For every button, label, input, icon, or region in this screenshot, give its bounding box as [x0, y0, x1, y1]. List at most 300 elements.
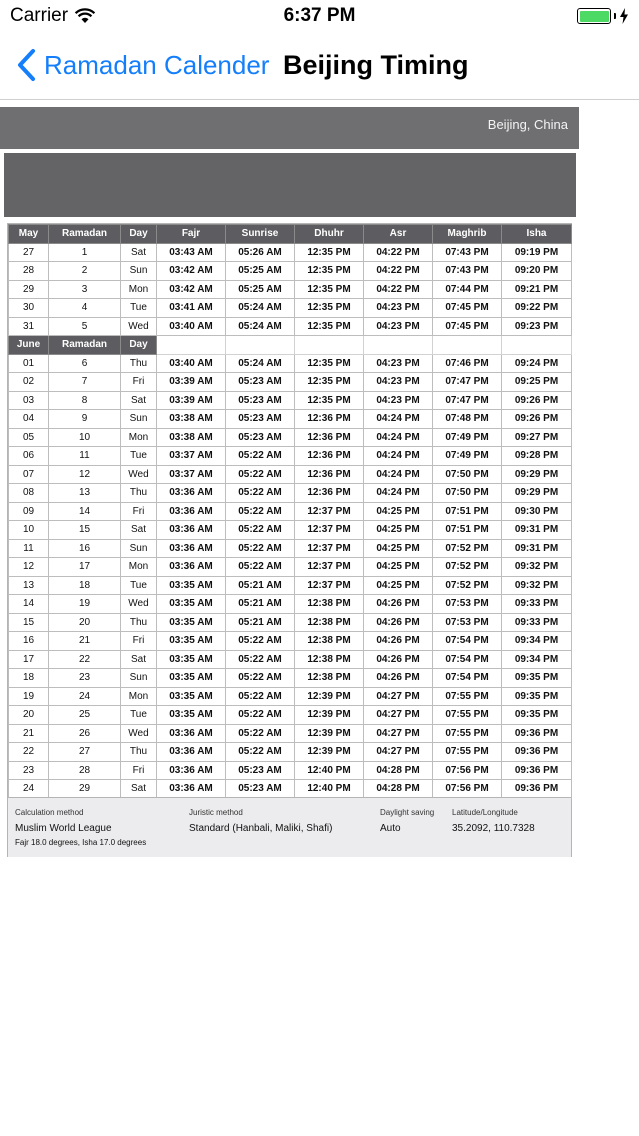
column-header: Ramadan [49, 225, 121, 244]
dhuhr-cell: 12:35 PM [295, 373, 364, 392]
date-cell: 13 [9, 576, 49, 595]
maghrib-cell: 07:50 PM [433, 465, 502, 484]
fajr-cell: 03:35 AM [157, 687, 226, 706]
dhuhr-cell: 12:35 PM [295, 354, 364, 373]
isha-cell: 09:22 PM [502, 299, 572, 318]
maghrib-cell: 07:52 PM [433, 576, 502, 595]
weekday-cell: Tue [121, 447, 157, 466]
sunrise-cell: 05:24 AM [226, 317, 295, 336]
date-cell: 10 [9, 521, 49, 540]
sunrise-cell: 05:22 AM [226, 706, 295, 725]
table-row [9, 354, 572, 373]
date-cell: 19 [9, 687, 49, 706]
ramadan-day-cell: 19 [49, 595, 121, 614]
column-header: Isha [502, 225, 572, 244]
dhuhr-cell: 12:39 PM [295, 687, 364, 706]
asr-cell: 04:28 PM [364, 780, 433, 799]
ramadan-day-cell: 25 [49, 706, 121, 725]
asr-cell: 04:24 PM [364, 428, 433, 447]
date-cell: 14 [9, 595, 49, 614]
ramadan-day-cell: 9 [49, 410, 121, 429]
dhuhr-cell: 12:37 PM [295, 521, 364, 540]
location-header [0, 107, 579, 149]
dhuhr-cell: 12:35 PM [295, 317, 364, 336]
back-button[interactable] [16, 48, 269, 82]
weekday-cell: Thu [121, 613, 157, 632]
date-cell: 16 [9, 632, 49, 651]
ramadan-day-cell: 20 [49, 613, 121, 632]
sunrise-cell: 05:23 AM [226, 428, 295, 447]
dhuhr-cell: 12:35 PM [295, 243, 364, 262]
asr-cell: 04:26 PM [364, 650, 433, 669]
table-row [9, 317, 572, 336]
asr-cell: 04:28 PM [364, 761, 433, 780]
fajr-cell: 03:40 AM [157, 354, 226, 373]
dhuhr-cell: 12:36 PM [295, 410, 364, 429]
ramadan-day-cell: 23 [49, 669, 121, 688]
weekday-cell: Mon [121, 428, 157, 447]
table-row [9, 428, 572, 447]
maghrib-cell: 07:50 PM [433, 484, 502, 503]
weekday-cell: Fri [121, 761, 157, 780]
table-row [9, 669, 572, 688]
status-bar [0, 0, 639, 32]
asr-cell: 04:22 PM [364, 280, 433, 299]
fajr-cell: 03:36 AM [157, 761, 226, 780]
maghrib-cell: 07:46 PM [433, 354, 502, 373]
isha-cell: 09:29 PM [502, 484, 572, 503]
empty-header-cell [226, 336, 295, 355]
timing-table [8, 224, 572, 799]
maghrib-cell: 07:51 PM [433, 502, 502, 521]
fajr-cell: 03:36 AM [157, 558, 226, 577]
date-cell: 05 [9, 428, 49, 447]
isha-cell: 09:34 PM [502, 650, 572, 669]
maghrib-cell: 07:43 PM [433, 243, 502, 262]
column-header: Day [121, 225, 157, 244]
fajr-cell: 03:42 AM [157, 280, 226, 299]
date-cell: 23 [9, 761, 49, 780]
sunrise-cell: 05:22 AM [226, 539, 295, 558]
date-cell: 06 [9, 447, 49, 466]
table-row [9, 650, 572, 669]
ramadan-day-cell: 18 [49, 576, 121, 595]
weekday-cell: Mon [121, 558, 157, 577]
table-row [9, 484, 572, 503]
date-cell: 11 [9, 539, 49, 558]
table-row [9, 243, 572, 262]
table-row [9, 780, 572, 799]
fajr-cell: 03:36 AM [157, 521, 226, 540]
daylight-saving-value: Auto [380, 823, 401, 834]
ramadan-day-cell: 6 [49, 354, 121, 373]
maghrib-cell: 07:45 PM [433, 317, 502, 336]
column-header: Ramadan [49, 336, 121, 355]
sunrise-cell: 05:22 AM [226, 447, 295, 466]
latitude-longitude-label: Latitude/Longitude [452, 808, 518, 817]
ramadan-day-cell: 28 [49, 761, 121, 780]
battery-indicator [577, 8, 629, 24]
sunrise-cell: 05:22 AM [226, 743, 295, 762]
table-row [9, 280, 572, 299]
fajr-cell: 03:41 AM [157, 299, 226, 318]
date-cell: 20 [9, 706, 49, 725]
isha-cell: 09:24 PM [502, 354, 572, 373]
juristic-method-value: Standard (Hanbali, Maliki, Shafi) [189, 823, 333, 834]
fajr-cell: 03:36 AM [157, 743, 226, 762]
sunrise-cell: 05:21 AM [226, 595, 295, 614]
weekday-cell: Thu [121, 484, 157, 503]
column-header: Dhuhr [295, 225, 364, 244]
sunrise-cell: 05:24 AM [226, 354, 295, 373]
table-row [9, 632, 572, 651]
table-row [9, 262, 572, 281]
maghrib-cell: 07:44 PM [433, 280, 502, 299]
asr-cell: 04:27 PM [364, 724, 433, 743]
latitude-longitude-value: 35.2092, 110.7328 [452, 823, 535, 834]
ramadan-day-cell: 3 [49, 280, 121, 299]
calculation-info-footer [8, 797, 571, 857]
maghrib-cell: 07:43 PM [433, 262, 502, 281]
fajr-cell: 03:36 AM [157, 484, 226, 503]
fajr-cell: 03:37 AM [157, 465, 226, 484]
asr-cell: 04:23 PM [364, 391, 433, 410]
asr-cell: 04:23 PM [364, 317, 433, 336]
table-row [9, 299, 572, 318]
sunrise-cell: 05:22 AM [226, 558, 295, 577]
isha-cell: 09:23 PM [502, 317, 572, 336]
location-label: Beijing, China [487, 117, 568, 132]
date-cell: 08 [9, 484, 49, 503]
asr-cell: 04:25 PM [364, 539, 433, 558]
asr-cell: 04:25 PM [364, 576, 433, 595]
isha-cell: 09:25 PM [502, 373, 572, 392]
isha-cell: 09:31 PM [502, 539, 572, 558]
fajr-cell: 03:38 AM [157, 428, 226, 447]
sunrise-cell: 05:26 AM [226, 243, 295, 262]
isha-cell: 09:33 PM [502, 613, 572, 632]
asr-cell: 04:25 PM [364, 558, 433, 577]
sunrise-cell: 05:22 AM [226, 465, 295, 484]
weekday-cell: Thu [121, 354, 157, 373]
weekday-cell: Fri [121, 373, 157, 392]
fajr-cell: 03:36 AM [157, 539, 226, 558]
weekday-cell: Thu [121, 743, 157, 762]
ramadan-calendar-table [7, 223, 572, 857]
maghrib-cell: 07:55 PM [433, 687, 502, 706]
isha-cell: 09:31 PM [502, 521, 572, 540]
dhuhr-cell: 12:37 PM [295, 576, 364, 595]
weekday-cell: Wed [121, 317, 157, 336]
asr-cell: 04:23 PM [364, 354, 433, 373]
battery-icon [577, 8, 611, 24]
empty-header-cell [502, 336, 572, 355]
weekday-cell: Wed [121, 724, 157, 743]
dhuhr-cell: 12:38 PM [295, 595, 364, 614]
isha-cell: 09:28 PM [502, 447, 572, 466]
fajr-cell: 03:39 AM [157, 373, 226, 392]
date-cell: 29 [9, 280, 49, 299]
maghrib-cell: 07:52 PM [433, 539, 502, 558]
ramadan-day-cell: 27 [49, 743, 121, 762]
dhuhr-cell: 12:36 PM [295, 484, 364, 503]
table-row [9, 465, 572, 484]
asr-cell: 04:26 PM [364, 595, 433, 614]
fajr-cell: 03:35 AM [157, 632, 226, 651]
weekday-cell: Sun [121, 410, 157, 429]
weekday-cell: Sat [121, 243, 157, 262]
isha-cell: 09:27 PM [502, 428, 572, 447]
table-row [9, 391, 572, 410]
weekday-cell: Sun [121, 669, 157, 688]
ramadan-day-cell: 13 [49, 484, 121, 503]
date-cell: 03 [9, 391, 49, 410]
ramadan-day-cell: 10 [49, 428, 121, 447]
sunrise-cell: 05:24 AM [226, 299, 295, 318]
dhuhr-cell: 12:39 PM [295, 706, 364, 725]
latitude-longitude [452, 808, 535, 834]
maghrib-cell: 07:55 PM [433, 724, 502, 743]
ramadan-day-cell: 15 [49, 521, 121, 540]
sunrise-cell: 05:23 AM [226, 410, 295, 429]
weekday-cell: Tue [121, 706, 157, 725]
asr-cell: 04:24 PM [364, 410, 433, 429]
dhuhr-cell: 12:39 PM [295, 724, 364, 743]
dhuhr-cell: 12:35 PM [295, 391, 364, 410]
empty-header-cell [364, 336, 433, 355]
ramadan-day-cell: 17 [49, 558, 121, 577]
charging-bolt-icon [619, 8, 629, 24]
isha-cell: 09:20 PM [502, 262, 572, 281]
daylight-saving-label: Daylight saving [380, 808, 435, 817]
sunrise-cell: 05:22 AM [226, 502, 295, 521]
dhuhr-cell: 12:35 PM [295, 299, 364, 318]
asr-cell: 04:22 PM [364, 243, 433, 262]
fajr-cell: 03:36 AM [157, 724, 226, 743]
dhuhr-cell: 12:37 PM [295, 502, 364, 521]
isha-cell: 09:32 PM [502, 576, 572, 595]
fajr-cell: 03:35 AM [157, 650, 226, 669]
isha-cell: 09:26 PM [502, 391, 572, 410]
isha-cell: 09:34 PM [502, 632, 572, 651]
fajr-cell: 03:35 AM [157, 576, 226, 595]
date-cell: 04 [9, 410, 49, 429]
table-row [9, 502, 572, 521]
weekday-cell: Fri [121, 502, 157, 521]
maghrib-cell: 07:49 PM [433, 447, 502, 466]
ramadan-day-cell: 11 [49, 447, 121, 466]
dhuhr-cell: 12:37 PM [295, 558, 364, 577]
table-row [9, 576, 572, 595]
column-header: Fajr [157, 225, 226, 244]
maghrib-cell: 07:47 PM [433, 373, 502, 392]
ramadan-day-cell: 26 [49, 724, 121, 743]
maghrib-cell: 07:54 PM [433, 632, 502, 651]
dhuhr-cell: 12:36 PM [295, 428, 364, 447]
calculation-method-value: Muslim World League [15, 823, 112, 834]
fajr-cell: 03:38 AM [157, 410, 226, 429]
back-button-label: Ramadan Calender [44, 49, 270, 80]
dhuhr-cell: 12:38 PM [295, 632, 364, 651]
ramadan-day-cell: 14 [49, 502, 121, 521]
sunrise-cell: 05:22 AM [226, 632, 295, 651]
dhuhr-cell: 12:38 PM [295, 669, 364, 688]
isha-cell: 09:30 PM [502, 502, 572, 521]
maghrib-cell: 07:56 PM [433, 761, 502, 780]
dhuhr-cell: 12:37 PM [295, 539, 364, 558]
weekday-cell: Sat [121, 780, 157, 799]
maghrib-cell: 07:48 PM [433, 410, 502, 429]
column-header: Sunrise [226, 225, 295, 244]
isha-cell: 09:36 PM [502, 780, 572, 799]
asr-cell: 04:23 PM [364, 299, 433, 318]
table-row [9, 410, 572, 429]
dhuhr-cell: 12:35 PM [295, 262, 364, 281]
date-cell: 15 [9, 613, 49, 632]
table-row [9, 687, 572, 706]
sunrise-cell: 05:22 AM [226, 650, 295, 669]
sunrise-cell: 05:23 AM [226, 373, 295, 392]
isha-cell: 09:26 PM [502, 410, 572, 429]
weekday-cell: Sun [121, 262, 157, 281]
isha-cell: 09:29 PM [502, 465, 572, 484]
sunrise-cell: 05:22 AM [226, 669, 295, 688]
may-header-row [9, 225, 572, 244]
ramadan-day-cell: 12 [49, 465, 121, 484]
maghrib-cell: 07:52 PM [433, 558, 502, 577]
ramadan-day-cell: 21 [49, 632, 121, 651]
juristic-method-label: Juristic method [189, 808, 243, 817]
asr-cell: 04:23 PM [364, 373, 433, 392]
isha-cell: 09:36 PM [502, 761, 572, 780]
maghrib-cell: 07:45 PM [433, 299, 502, 318]
calculation-method-note: Fajr 18.0 degrees, Isha 17.0 degrees [15, 838, 147, 847]
sunrise-cell: 05:23 AM [226, 761, 295, 780]
sunrise-cell: 05:23 AM [226, 780, 295, 799]
juristic-method [189, 808, 332, 834]
maghrib-cell: 07:51 PM [433, 521, 502, 540]
calculation-method-label: Calculation method [15, 808, 84, 817]
maghrib-cell: 07:55 PM [433, 706, 502, 725]
table-row [9, 558, 572, 577]
asr-cell: 04:24 PM [364, 484, 433, 503]
sunrise-cell: 05:23 AM [226, 391, 295, 410]
dhuhr-cell: 12:39 PM [295, 743, 364, 762]
daylight-saving [380, 808, 434, 834]
fajr-cell: 03:36 AM [157, 780, 226, 799]
fajr-cell: 03:35 AM [157, 595, 226, 614]
banner-area [4, 153, 576, 217]
chevron-left-icon [16, 48, 36, 82]
fajr-cell: 03:43 AM [157, 243, 226, 262]
weekday-cell: Fri [121, 632, 157, 651]
sunrise-cell: 05:21 AM [226, 613, 295, 632]
date-cell: 30 [9, 299, 49, 318]
ramadan-day-cell: 8 [49, 391, 121, 410]
date-cell: 12 [9, 558, 49, 577]
calculation-method [15, 808, 146, 847]
fajr-cell: 03:42 AM [157, 262, 226, 281]
table-row [9, 613, 572, 632]
ramadan-day-cell: 1 [49, 243, 121, 262]
date-cell: 07 [9, 465, 49, 484]
column-header: Day [121, 336, 157, 355]
asr-cell: 04:26 PM [364, 613, 433, 632]
ramadan-day-cell: 7 [49, 373, 121, 392]
weekday-cell: Tue [121, 576, 157, 595]
date-cell: 28 [9, 262, 49, 281]
table-row [9, 521, 572, 540]
asr-cell: 04:27 PM [364, 706, 433, 725]
asr-cell: 04:27 PM [364, 743, 433, 762]
navigation-bar [0, 32, 639, 100]
isha-cell: 09:19 PM [502, 243, 572, 262]
table-row [9, 539, 572, 558]
column-header: Asr [364, 225, 433, 244]
sunrise-cell: 05:22 AM [226, 521, 295, 540]
table-row [9, 447, 572, 466]
isha-cell: 09:21 PM [502, 280, 572, 299]
isha-cell: 09:36 PM [502, 743, 572, 762]
asr-cell: 04:25 PM [364, 502, 433, 521]
isha-cell: 09:32 PM [502, 558, 572, 577]
table-row [9, 706, 572, 725]
dhuhr-cell: 12:38 PM [295, 613, 364, 632]
weekday-cell: Sun [121, 539, 157, 558]
sunrise-cell: 05:22 AM [226, 687, 295, 706]
maghrib-cell: 07:54 PM [433, 669, 502, 688]
empty-header-cell [157, 336, 226, 355]
ramadan-day-cell: 16 [49, 539, 121, 558]
column-header: May [9, 225, 49, 244]
weekday-cell: Mon [121, 280, 157, 299]
dhuhr-cell: 12:40 PM [295, 761, 364, 780]
weekday-cell: Sat [121, 391, 157, 410]
ramadan-day-cell: 24 [49, 687, 121, 706]
sunrise-cell: 05:25 AM [226, 262, 295, 281]
fajr-cell: 03:35 AM [157, 669, 226, 688]
dhuhr-cell: 12:40 PM [295, 780, 364, 799]
fajr-cell: 03:40 AM [157, 317, 226, 336]
date-cell: 01 [9, 354, 49, 373]
sunrise-cell: 05:25 AM [226, 280, 295, 299]
isha-cell: 09:36 PM [502, 724, 572, 743]
maghrib-cell: 07:56 PM [433, 780, 502, 799]
maghrib-cell: 07:55 PM [433, 743, 502, 762]
maghrib-cell: 07:54 PM [433, 650, 502, 669]
dhuhr-cell: 12:36 PM [295, 465, 364, 484]
empty-header-cell [433, 336, 502, 355]
table-row [9, 761, 572, 780]
maghrib-cell: 07:53 PM [433, 613, 502, 632]
status-time: 6:37 PM [283, 5, 356, 26]
ramadan-day-cell: 4 [49, 299, 121, 318]
column-header: June [9, 336, 49, 355]
empty-header-cell [295, 336, 364, 355]
fajr-cell: 03:39 AM [157, 391, 226, 410]
isha-cell: 09:35 PM [502, 687, 572, 706]
table-row [9, 595, 572, 614]
asr-cell: 04:26 PM [364, 669, 433, 688]
dhuhr-cell: 12:36 PM [295, 447, 364, 466]
ramadan-day-cell: 5 [49, 317, 121, 336]
isha-cell: 09:35 PM [502, 706, 572, 725]
maghrib-cell: 07:53 PM [433, 595, 502, 614]
asr-cell: 04:24 PM [364, 447, 433, 466]
fajr-cell: 03:37 AM [157, 447, 226, 466]
weekday-cell: Sat [121, 521, 157, 540]
sunrise-cell: 05:22 AM [226, 724, 295, 743]
